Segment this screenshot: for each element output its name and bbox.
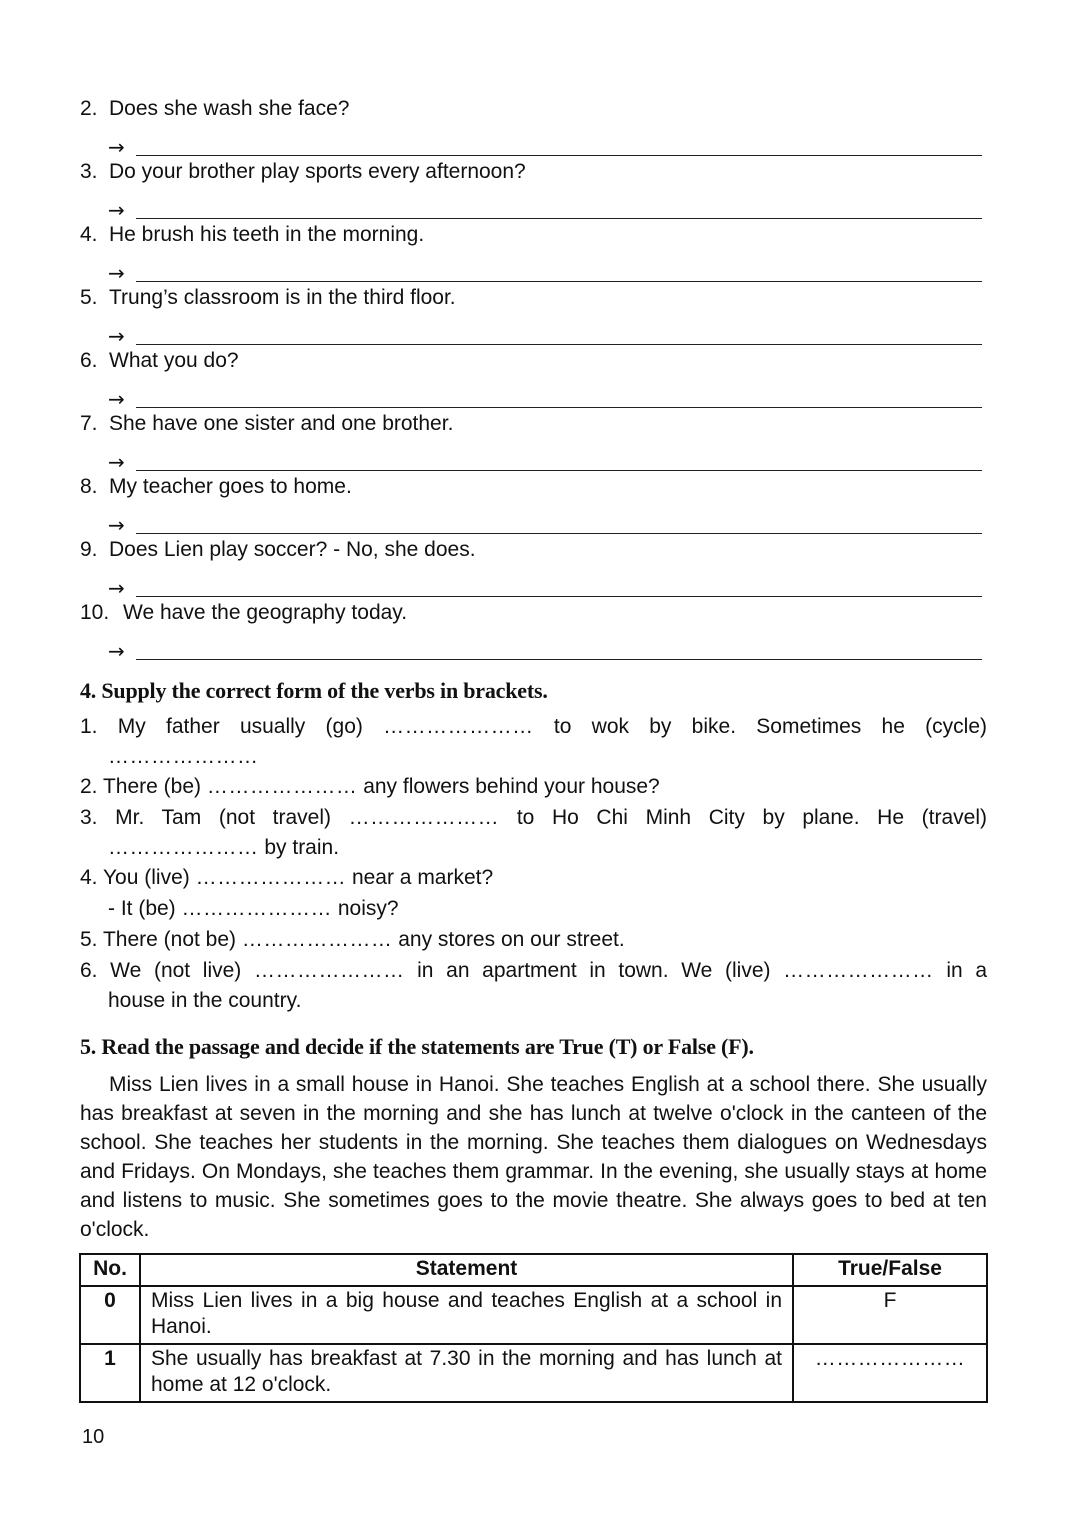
header-no: No. [80, 1254, 140, 1286]
verb-blank[interactable]: ………………… [241, 928, 393, 951]
reading-passage: Miss Lien lives in a small house in Hanoi. She teaches English at a school there. She usually has breakfast at seven in the morning and she has lunch at twelve o'clock in the canteen of the school. She teaches her students in the morning. She teaches them dialogues on Wednesdays and Fridays. On Mondays, she teaches them grammar. In the evening, she usually stays at home and listens to music. She sometimes goes to the movie theatre. She always goes to bed at ten o'clock. [80, 1073, 987, 1241]
question-text: Do your brother play sports every afternoon? [109, 160, 526, 183]
header-true-false: True/False [793, 1254, 987, 1286]
right-arrow-icon: → [108, 261, 125, 285]
answer-line[interactable] [108, 134, 982, 160]
row-answer-blank[interactable]: ………………… [793, 1344, 987, 1402]
question-number: 9. [80, 538, 98, 561]
question-item [80, 96, 349, 122]
question-text: He brush his teeth in the morning. [109, 223, 425, 246]
answer-blank[interactable] [136, 281, 982, 282]
row-number: 0 [80, 1286, 140, 1344]
question-item [80, 600, 407, 626]
verb-item-6-line-2: house in the country. [108, 989, 302, 1012]
right-arrow-icon: → [108, 576, 125, 600]
verb-blank[interactable]: ………………… [253, 959, 405, 982]
question-number: 2. [80, 97, 98, 120]
right-arrow-icon: → [108, 135, 125, 159]
question-number: 3. [80, 160, 98, 183]
verb-blank[interactable]: ………………… [195, 866, 347, 889]
row-statement: Miss Lien lives in a big house and teaches English at a school in Hanoi. [140, 1286, 793, 1344]
answer-blank[interactable] [136, 596, 982, 597]
answer-line[interactable] [108, 323, 982, 349]
question-number: 6. [80, 349, 98, 372]
question-text: What you do? [109, 349, 239, 372]
verb-blank[interactable]: ………………… [108, 745, 259, 768]
question-number: 7. [80, 412, 98, 435]
verb-blank[interactable]: ………………… [108, 836, 259, 859]
verb-item-3-line-2: ………………… by train. [108, 836, 340, 859]
question-text: We have the geography today. [123, 601, 408, 624]
verb-item-5: 5. There (not be) ………………… any stores on our street. [80, 928, 625, 951]
right-arrow-icon: → [108, 639, 125, 663]
row-statement: She usually has breakfast at 7.30 in the morning and has lunch at home at 12 o'clock. [140, 1344, 793, 1402]
verb-blank[interactable]: ………………… [348, 806, 500, 829]
table-row [80, 1286, 987, 1344]
section-4-heading: 4. Supply the correct form of the verbs in brackets. [80, 678, 548, 703]
answer-blank[interactable] [136, 344, 982, 345]
question-item [80, 474, 352, 500]
question-item [80, 411, 453, 437]
verb-blank[interactable]: ………………… [181, 897, 333, 920]
row-number: 1 [80, 1344, 140, 1402]
verb-item-4-line-1: 4. You (live) ………………… near a market? [80, 866, 494, 889]
verb-item-4-line-2: - It (be) ………………… noisy? [108, 897, 399, 920]
answer-blank[interactable] [136, 470, 982, 471]
answer-line[interactable] [108, 449, 982, 475]
verb-item-3-line-1: 3. Mr. Tam (not travel) ………………… to Ho Chi Minh City by plane. He (travel) [80, 806, 987, 829]
question-text: She have one sister and one brother. [109, 412, 454, 435]
answer-blank[interactable] [136, 533, 982, 534]
question-text: Trung’s classroom is in the third floor. [109, 286, 456, 309]
right-arrow-icon: → [108, 198, 125, 222]
question-number: 5. [80, 286, 98, 309]
right-arrow-icon: → [108, 513, 125, 537]
question-number: 8. [80, 475, 98, 498]
answer-blank[interactable] [136, 218, 982, 219]
question-text: Does she wash she face? [109, 97, 350, 120]
question-number: 10. [80, 601, 110, 624]
page-number: 10 [82, 1426, 105, 1448]
answer-line[interactable] [108, 197, 982, 223]
question-text: Does Lien play soccer? - No, she does. [109, 538, 476, 561]
true-false-table [79, 1253, 988, 1403]
question-item [80, 537, 476, 563]
right-arrow-icon: → [108, 324, 125, 348]
answer-line[interactable] [108, 512, 982, 538]
table-header-row [80, 1254, 987, 1286]
right-arrow-icon: → [108, 387, 125, 411]
header-statement: Statement [140, 1254, 793, 1286]
question-text: My teacher goes to home. [109, 475, 352, 498]
verb-blank[interactable]: ………………… [206, 775, 358, 798]
verb-item-6-line-1: 6. We (not live) ………………… in an apartment in town. We (live) ………………… in a [80, 959, 988, 982]
answer-blank[interactable] [136, 407, 982, 408]
right-arrow-icon: → [108, 450, 125, 474]
question-number: 4. [80, 223, 98, 246]
section-5-heading: 5. Read the passage and decide if the statements are True (T) or False (F). [80, 1034, 754, 1059]
answer-blank[interactable] [136, 155, 982, 156]
question-item [80, 222, 424, 248]
question-item [80, 285, 456, 311]
answer-line[interactable] [108, 386, 982, 412]
row-answer: F [793, 1286, 987, 1344]
verb-blank[interactable]: ………………… [383, 715, 534, 738]
answer-line[interactable] [108, 638, 982, 664]
answer-line[interactable] [108, 575, 982, 601]
question-item [80, 348, 239, 374]
verb-blank[interactable]: ………………… [783, 959, 934, 982]
question-item [80, 159, 526, 185]
verb-item-1-line-1: 1. My father usually (go) ………………… to wok by bike. Sometimes he (cycle) [80, 715, 987, 738]
verb-item-1-line-2 [108, 744, 259, 770]
answer-blank[interactable] [136, 659, 982, 660]
table-row [80, 1344, 987, 1402]
answer-line[interactable] [108, 260, 982, 286]
verb-item-2: 2. There (be) ………………… any flowers behind your house? [80, 775, 660, 798]
